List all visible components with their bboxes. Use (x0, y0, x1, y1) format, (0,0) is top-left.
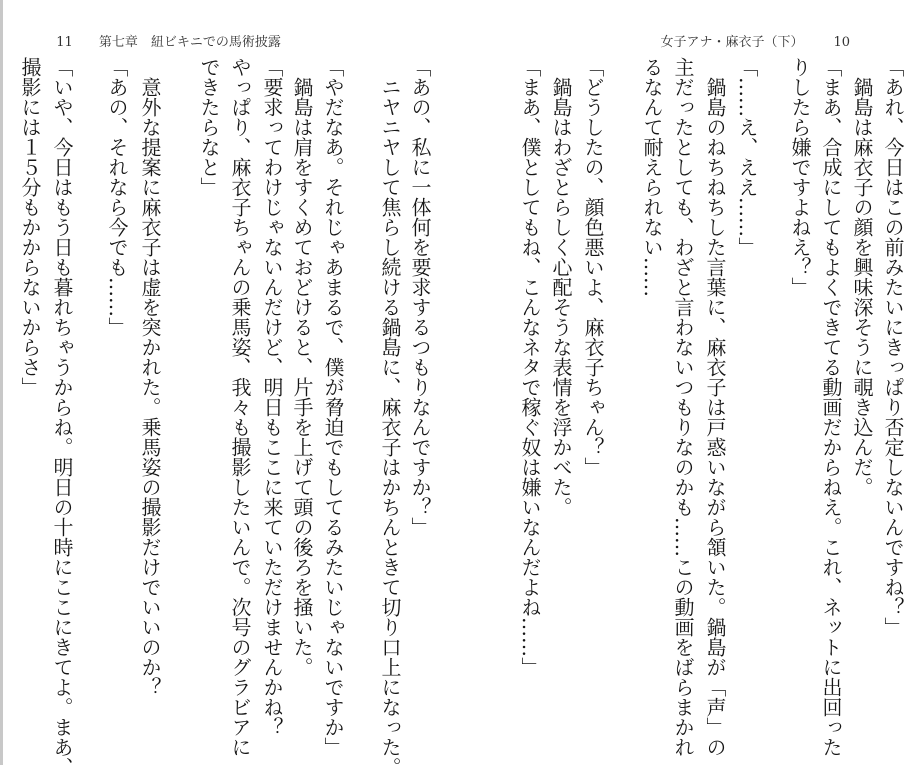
text-line: 「やだなあ。それじゃあまるで、僕が脅迫でもしてるみたいじゃないですか」 (321, 57, 345, 757)
text-line: 鍋島はわざとらしく心配そうな表情を浮かべた。 (549, 57, 573, 517)
text-line: 意外な提案に麻衣子は虚を突かれた。乗馬姿の撮影だけでいいのか？ (138, 57, 162, 697)
right-page-header (652, 16, 850, 50)
text-line: 鍋島は肩をすくめておどけると、片手を上げて頭の後ろを掻いた。 (290, 57, 314, 677)
text-line: 「まあ、合成にしてもよくできてる動画だからねえ。これ、ネットに出回った (819, 57, 843, 757)
text-line: 鍋島は麻衣子の顔を興味深そうに覗き込んだ。 (850, 57, 874, 497)
text-line: やっぱり、麻衣子ちゃんの乗馬姿、我々も撮影したいんで。次号のグラビアに (228, 57, 252, 757)
text-line: できたらなと」 (197, 57, 221, 197)
text-line: 鍋島のねちねちした言葉に、麻衣子は戸惑いながら頷いた。鍋島が「声」の (703, 57, 727, 757)
page-edge (0, 0, 3, 765)
text-line: りしたら嫌ですよねえ？」 (788, 57, 812, 297)
right-running-head: 女子アナ・麻衣子（下） (660, 35, 804, 50)
text-line: 「いや、今日はもう日も暮れちゃうからね。明日の十時にここにきてよ。まあ、 (50, 57, 74, 777)
left-page-number: 11 (56, 35, 73, 50)
text-line: ニヤニヤして焦らし続ける鍋島に、麻衣子はかちんときて切り口上になった。 (378, 57, 402, 777)
text-line: 撮影には１５分もかからないからさ」 (18, 57, 42, 397)
left-page-header (48, 16, 281, 50)
text-line: るなんて耐えられない…… (640, 57, 664, 297)
text-line: 「どうしたの、顔色悪いよ、麻衣子ちゃん？」 (581, 57, 605, 477)
text-line: 「要求ってわけじゃないんだけど、明日もここに来ていただけませんかね？ (260, 57, 284, 737)
text-line: 主だったとしても、わざと言わないつもりなのかも……この動画をばらまかれ (671, 57, 695, 757)
text-line: 「……え、ええ……」 (735, 57, 759, 257)
text-line: 「あの、私に一体何を要求するつもりなんですか？」 (408, 57, 432, 537)
left-running-head: 第七章 紐ビキニでの馬術披露 (98, 35, 281, 50)
text-line: 「あの、それなら今でも……」 (105, 57, 129, 337)
right-page-number: 10 (833, 35, 850, 50)
text-line: 「あれ、今日はこの前みたいにきっぱり否定しないんですね？」 (881, 57, 905, 637)
text-line: 「まあ、僕としてもね、こんなネタで稼ぐ奴は嫌いなんだよね……」 (518, 57, 542, 677)
